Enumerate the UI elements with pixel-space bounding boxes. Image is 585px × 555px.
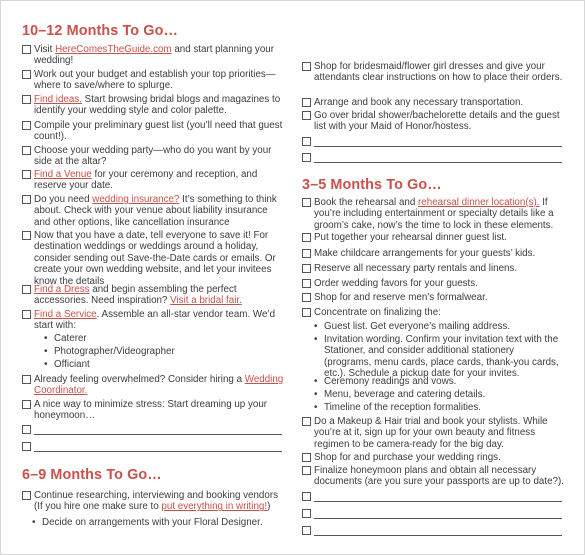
checklist-item-honeymoon: A nice way to minimize stress: Start dreaming up your honeymoon… xyxy=(22,399,284,422)
checklist-item-finalizing: Concentrate on finalizing the: xyxy=(302,307,564,318)
find-a-service-link[interactable]: Find a Service xyxy=(34,309,97,320)
wedding-insurance-link[interactable]: wedding insurance? xyxy=(92,194,180,205)
find-a-dress-link[interactable]: Find a Dress xyxy=(34,284,90,295)
rehearsal-dinner-location-link[interactable]: rehearsal dinner location(s). xyxy=(418,197,540,208)
sub-item-officiant: • Officiant xyxy=(44,359,90,370)
blank-line[interactable] xyxy=(314,508,562,519)
blank-item-7 xyxy=(302,525,564,536)
checklist-item-coordinator: Already feeling overwhelmed? Consider hiring a Wedding Coordinator. xyxy=(22,374,284,397)
checklist-item-save-the-date: Now that you have a date, tell everyone to save it! For destination weddings or weddings around a holiday, consider sending out Save-the-Date cards or emails. Or create your own wedding website, and let your invitees know the details xyxy=(22,230,284,287)
checklist-item-vendors: Find a Service. Assemble an all-star vendor team. We’d start with: xyxy=(22,309,284,332)
blank-line[interactable] xyxy=(34,424,282,435)
checkbox[interactable] xyxy=(22,400,31,409)
blank-item-5 xyxy=(302,491,564,502)
checkbox[interactable] xyxy=(22,425,31,434)
checklist-item-honeymoon-plans: Finalize honeymoon plans and obtain all necessary documents (are you sure your passports are up to date?). xyxy=(302,465,564,488)
heading-3-5-months: 3–5 Months To Go… xyxy=(302,177,442,193)
checklist-item-bridal-shower: Go over bridal shower/bachelorette details and the guest list with your Maid of Honor/hostess. xyxy=(302,110,564,133)
checklist-item-wedding-rings: Shop for and purchase your wedding rings. xyxy=(302,452,564,463)
checklist-item-formalwear: Shop for and reserve men’s formalwear. xyxy=(302,292,564,303)
checklist-item-find-ideas: Find ideas. Start browsing bridal blogs and magazines to identify your wedding style and color palette. xyxy=(22,94,284,117)
blank-line[interactable] xyxy=(314,152,562,163)
checklist-item-makeup-hair: Do a Makeup & Hair trial and book your stylists. While you’re at it, sign up for your own beauty and fitness regimen to be camera-ready for the big day. xyxy=(302,416,564,450)
checklist-item-transportation: Arrange and book any necessary transportation. xyxy=(302,97,564,108)
herecomestheguide-link[interactable]: HereComesTheGuide.com xyxy=(55,44,172,55)
sub-item-ceremony-readings: • Ceremony readings and vows. xyxy=(314,376,457,387)
checkbox[interactable] xyxy=(22,170,31,179)
blank-item-1 xyxy=(22,424,284,435)
checklist-item-favors: Order wedding favors for your guests. xyxy=(302,278,564,289)
blank-item-2 xyxy=(22,441,284,452)
checkbox[interactable] xyxy=(22,231,31,240)
checkbox[interactable] xyxy=(302,249,311,258)
sub-item-timeline: • Timeline of the reception formalities. xyxy=(314,402,481,413)
checkbox[interactable] xyxy=(22,146,31,155)
checklist-item-research-vendors: Continue researching, interviewing and booking vendors (If you hire one make sure to put everything in writing!) xyxy=(22,490,284,513)
sub-item-guest-list: • Guest list. Get everyone’s mailing address. xyxy=(314,321,511,332)
checkbox[interactable] xyxy=(302,293,311,302)
checkbox[interactable] xyxy=(302,492,311,501)
checklist-item-rehearsal: Book the rehearsal and rehearsal dinner location(s). If you’re including entertainment or specialty details like a groom’s cake, now’s the time to lock in these elements. xyxy=(302,197,564,231)
checkbox[interactable] xyxy=(22,442,31,451)
checkbox[interactable] xyxy=(302,153,311,162)
find-ideas-link[interactable]: Find ideas. xyxy=(34,94,82,105)
wedding-coordinator-link[interactable]: Wedding Coordinator. xyxy=(34,374,284,397)
checkbox[interactable] xyxy=(302,264,311,273)
checkbox[interactable] xyxy=(22,70,31,79)
blank-item-6 xyxy=(302,508,564,519)
sub-item-caterer: • Caterer xyxy=(44,333,87,344)
checklist-item-dress: Find a Dress and begin assembling the perfect accessories. Need inspiration? Visit a bridal fair. xyxy=(22,284,284,307)
heading-6-9-months: 6–9 Months To Go… xyxy=(22,467,162,483)
checkbox[interactable] xyxy=(22,491,31,500)
checkbox[interactable] xyxy=(22,95,31,104)
visit-bridal-fair-link[interactable]: Visit a bridal fair. xyxy=(170,295,242,307)
checklist-item-bridesmaid-dresses: Shop for bridesmaid/flower girl dresses and give your attendants clear instructions on how to place their orders. xyxy=(302,61,564,84)
checkbox[interactable] xyxy=(302,62,311,71)
checkbox[interactable] xyxy=(302,509,311,518)
checkbox[interactable] xyxy=(22,375,31,384)
checkbox[interactable] xyxy=(302,308,311,317)
checkbox[interactable] xyxy=(302,233,311,242)
checkbox[interactable] xyxy=(302,417,311,426)
checklist-item-visit-site: Visit HereComesTheGuide.com and start planning your wedding! xyxy=(22,44,284,67)
blank-line[interactable] xyxy=(314,136,562,147)
checklist-item-wedding-party: Choose your wedding party—who do you want by your side at the altar? xyxy=(22,145,284,168)
blank-line[interactable] xyxy=(314,525,562,536)
checkbox[interactable] xyxy=(22,285,31,294)
checklist-item-guest-list: Compile your preliminary guest list (you’ll need that guest count!). xyxy=(22,120,284,143)
sub-item-invitation-wording: • Invitation wording. Confirm your invitation text with the Stationer, and consider additional stationery (programs, menu cards, place cards, thank-you cards, etc.). Schedule a pickup date for your invites. xyxy=(314,334,559,380)
checkbox[interactable] xyxy=(302,198,311,207)
sub-item-floral-designer: • Decide on arrangements with your Floral Designer. xyxy=(32,517,263,528)
checkbox[interactable] xyxy=(302,137,311,146)
blank-item-3 xyxy=(302,136,564,147)
checkbox[interactable] xyxy=(302,466,311,475)
sub-item-photographer: • Photographer/Videographer xyxy=(44,346,175,357)
checkbox[interactable] xyxy=(302,279,311,288)
blank-line[interactable] xyxy=(314,491,562,502)
checklist-item-budget: Work out your budget and establish your top priorities—where to save/where to splurge. xyxy=(22,69,284,92)
find-a-venue-link[interactable]: Find a Venue xyxy=(34,169,92,180)
checkbox[interactable] xyxy=(302,453,311,462)
blank-line[interactable] xyxy=(34,441,282,452)
sub-item-menu: • Menu, beverage and catering details. xyxy=(314,389,486,400)
checkbox[interactable] xyxy=(22,121,31,130)
checklist-item-venue: Find a Venue for your ceremony and reception, and reserve your date. xyxy=(22,169,284,192)
put-everything-in-writing-link[interactable]: put everything in writing! xyxy=(161,501,268,513)
checkbox[interactable] xyxy=(302,98,311,107)
checkbox[interactable] xyxy=(302,111,311,120)
checklist-item-insurance: Do you need wedding insurance? It’s something to think about. Check with your venue about liability insurance and other options, like cancellation insurance xyxy=(22,194,284,228)
checklist-item-childcare: Make childcare arrangements for your guests’ kids. xyxy=(302,248,564,259)
blank-item-4 xyxy=(302,152,564,163)
checkbox[interactable] xyxy=(22,195,31,204)
checkbox[interactable] xyxy=(22,45,31,54)
heading-10-12-months: 10–12 Months To Go… xyxy=(22,23,178,39)
checklist-item-rehearsal-guest-list: Put together your rehearsal dinner guest list. xyxy=(302,232,564,243)
checkbox[interactable] xyxy=(302,526,311,535)
checkbox[interactable] xyxy=(22,310,31,319)
checklist-item-rentals: Reserve all necessary party rentals and linens. xyxy=(302,263,564,274)
